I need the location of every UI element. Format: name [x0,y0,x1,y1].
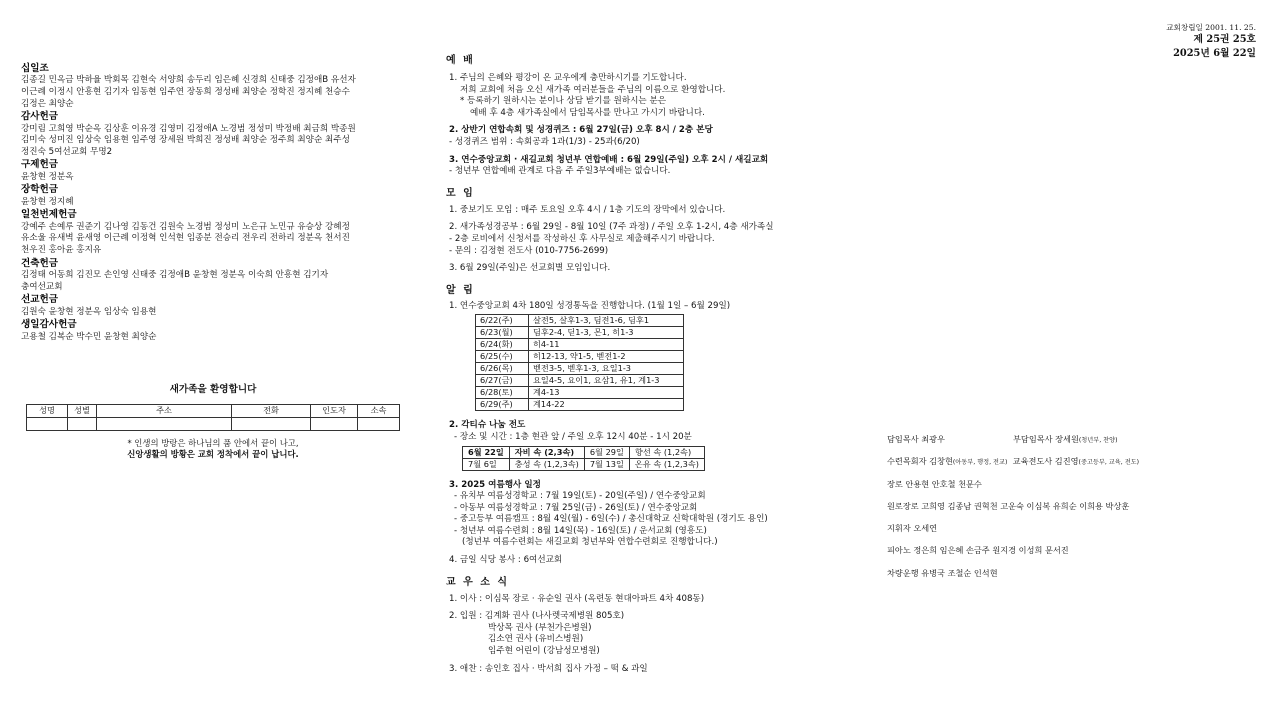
evangelist-note: (중고등부, 교육, 전도) [1078,459,1140,467]
offering-title: 십일조 [21,63,49,74]
offering-names: 충여선교회 [21,281,63,292]
quote-line: 신앙생활의 방황은 교회 정착에서 끝이 납니다. [127,449,299,460]
form-header-address: 주소 [97,404,232,417]
reading-date: 6/26(목) [476,363,529,375]
table-row [463,446,705,458]
section-heading-members: 교 우 소 식 [446,576,510,588]
member-news-item: 1. 이사 : 이심목 장로 · 유순일 권사 (옥련동 현대아파트 4차 408동) [449,593,705,604]
staff-row [887,456,1267,478]
reading-date: 6/24(화) [476,339,529,351]
offering-names: 윤창현 정지혜 [21,196,74,207]
table-row [476,339,684,351]
offering-names: 김원숙 윤창현 정분옥 임상숙 임용현 [21,306,157,317]
offering-names: 정진숙 5여선교회 무명2 [21,146,113,157]
worship-item: 2. 상반기 연합속회 및 성경퀴즈 : 6월 27일(금) 오후 8시 / 2층 본당 [449,125,713,136]
form-header-phone: 전화 [232,404,311,417]
member-news-detail: 박상목 권사 (부천가은병원) [488,622,592,633]
meeting-detail: - 2층 로비에서 신청서를 작성하신 후 사무실로 제출해주시기 바랍니다. [449,233,715,244]
offering-names: 윤창현 정분옥 [21,171,74,182]
offering-title: 건축헌금 [21,257,59,269]
meeting-item: 2. 새가족성경공부 : 6월 29일 - 8월 10일 (7주 과정) / 주일 오후 1-2시, 4층 새가족실 [449,222,774,233]
notice-detail: - 아동부 여름성경학교 : 7월 25일(금) - 26일(토) / 연수중앙교회 [454,502,698,513]
reading-date: 6/22(주) [476,315,529,327]
reading-passage: 히12-13, 약1-5, 벧전1-2 [529,351,684,363]
member-news-item: 2. 입원 : 김계화 권사 (나사렛국제병원 805호) [449,611,625,622]
staff-list [887,434,1267,590]
notice-item: 4. 금일 식당 봉사 : 6여선교회 [449,555,563,566]
staff-row: 피아노 정은희 임은혜 손금주 원지경 이성희 문서진 [887,545,1069,556]
assoc-pastor: 부담임목사 장세원 [1013,434,1079,444]
schedule-group: 온유 속 (1,2,3속) [629,458,704,470]
section-heading-notice: 알 림 [446,284,475,296]
notice-detail: - 장소 및 시간 : 1층 현관 앞 / 주일 오후 12시 40분 - 1시 20분 [454,431,692,442]
notice-item: 1. 연수중앙교회 4차 180일 성경통독을 진행합니다. (1월 1일 – 6월 29일) [449,300,731,311]
offering-names: 김정태 어동희 김진모 손인영 신태중 김정애B 윤창현 정분옥 이숙희 안흥현 김기자 [21,269,329,280]
offering-names: 강예주 손예루 권준기 김나영 김동건 김원숙 노경범 정성미 노은규 노민규 유승상 강혜정 [21,221,350,232]
evangelist: 교육전도사 김진영 [1012,456,1079,467]
table-row [476,327,684,339]
tissue-schedule-table [462,446,705,471]
meeting-item: 1. 중보기도 모임 : 매주 토요일 오후 4시 / 1층 기도의 장막에서 있습니다. [449,204,726,215]
offering-names: 천우진 홍아윤 홍지유 [21,244,102,255]
form-header-guide: 인도자 [311,404,358,417]
worship-detail: 저희 교회에 처음 오신 새가족 여러분들을 주님의 이름으로 환영합니다. [460,84,726,95]
worship-detail: * 등록하기 원하시는 분이나 상담 받기를 원하시는 분은 [460,96,667,107]
new-family-section [26,384,400,461]
table-row [476,399,684,411]
form-header-group: 소속 [358,404,400,417]
table-row [476,387,684,399]
notice-item: 2. 각티슈 나눔 전도 [449,420,526,431]
bulletin-header [1166,22,1256,61]
section-heading-worship: 예 배 [446,55,475,66]
offering-names: 이근례 이정시 안흥현 김기자 임동현 임주연 장동희 정성배 최양순 정학진 정지혜 천승수 [21,87,350,97]
form-header-gender: 성별 [68,404,97,417]
meeting-item: 3. 6월 29일(주일)은 선교회별 모임입니다. [449,263,611,274]
schedule-group: 향선 속 (1,2속) [629,446,704,458]
staff-row: 차량운행 유병국 조철순 인석현 [887,567,998,578]
meeting-detail: - 문의 : 김정현 전도사 (010-7756-2699) [449,245,609,256]
offering-names: 김미숙 성미진 임상숙 임용현 임주영 장세원 박희진 정성배 최양순 정주희 최양순 최주성 [21,135,350,146]
table-row [476,315,684,327]
worship-detail: - 청년부 연합예배 관계로 다음 주 주일3부예배는 없습니다. [449,166,671,177]
reading-passage: 딤후2-4, 딛1-3, 몬1, 히1-3 [529,327,684,339]
volume-number: 제 25권 25호 [1193,34,1256,45]
offering-title: 감사헌금 [21,111,59,123]
offering-names: 김정은 최양순 [21,98,74,109]
member-news-detail: 임주현 어린이 (강남성모병원) [488,646,600,657]
reading-passage: 살전5, 살후1-3, 딤전1-6, 딤후1 [529,315,684,327]
worship-detail: 예배 후 4층 새가족실에서 담임목사를 만나고 가시기 바랍니다. [470,107,705,118]
offering-title: 구제헌금 [21,159,59,171]
reading-passage: 벧전3-5, 벧후1-3, 요일1-3 [529,363,684,375]
offerings-list [21,62,421,343]
staff-row: 원로장로 고희영 김종남 권혁천 고운숙 이심복 유희순 이희용 박상훈 [887,500,1130,511]
offering-names: 유소울 유새벽 윤새영 이근례 이정혁 인석현 임종분 전승리 전우리 전하리 정분옥 천서진 [21,233,350,244]
staff-row: 지휘자 오세연 [887,523,938,534]
worship-detail: - 성경퀴즈 범위 : 속회공과 1과(1/3) - 25과(6/20) [449,136,640,147]
reading-date: 6/29(주) [476,399,529,411]
table-row [476,375,684,387]
member-news-detail: 김소연 권사 (유비스병원) [488,634,584,645]
staff-row: 장로 안용현 안호철 천문수 [887,478,982,489]
table-row [476,363,684,375]
schedule-date: 7월 13일 [584,458,629,470]
notice-detail: (청년부 여름수련회는 새길교회 청년부와 연합수련회로 진행합니다.) [462,537,718,548]
form-cell[interactable] [68,417,97,430]
table-row [463,458,705,470]
bible-reading-table [475,314,684,411]
reading-date: 6/28(토) [476,387,529,399]
new-family-title: 새가족을 환영합니다 [169,384,257,395]
reading-passage: 계4-13 [529,387,684,399]
form-cell[interactable] [97,417,232,430]
schedule-group: 충성 속 (1,2,3속) [509,458,584,470]
schedule-date: 7월 6일 [463,458,510,470]
offering-title: 생일감사헌금 [21,319,77,331]
assoc-pastor-note: (청년부, 찬양) [1078,437,1118,444]
senior-pastor: 담임목사 최광우 [887,434,945,444]
reading-passage: 계14-22 [529,399,684,411]
schedule-date: 6월 22일 [463,446,510,458]
missionary-note: (아동부, 행정, 전교) [952,459,1008,467]
announcements [446,54,866,675]
schedule-group: 자비 속 (2,3속) [509,446,584,458]
bulletin-date: 2025년 6월 22일 [1173,48,1256,59]
form-cell[interactable] [232,417,311,430]
notice-item: 3. 2025 여름행사 일정 [449,479,541,490]
form-cell[interactable] [311,417,358,430]
table-row [476,351,684,363]
worship-item: 1. 주님의 은혜와 평강이 온 교우에게 충만하시기를 기도합니다. [449,73,687,83]
offering-title: 장학헌금 [21,184,59,196]
notice-detail: - 청년부 여름수련회 : 8월 14일(목) - 16일(토) / 운서교회 (영흥도) [454,525,707,536]
offering-title: 일천번제헌금 [21,209,77,221]
offering-names: 김종길 민옥금 박하율 박회목 김현숙 서양희 송두리 임은혜 신경희 신태중 김정애B 유선자 [21,75,356,86]
reading-date: 6/27(금) [476,375,529,387]
offering-names: 고용철 김복순 박수민 윤창현 최양순 [21,331,157,342]
form-header-name: 성명 [27,404,68,417]
staff-row [887,434,1267,456]
section-heading-meeting: 모 임 [446,187,475,199]
schedule-date: 6월 29일 [584,446,629,458]
new-family-form [26,404,400,431]
quote-line: * 인생의 방랑은 하나님의 품 안에서 끝이 나고, [127,437,299,448]
notice-detail: - 중고등부 여름캠프 : 8월 4일(월) - 6일(수) / 총신대학교 신학대학원 (경기도 용인) [454,514,768,525]
form-cell[interactable] [27,417,68,430]
offering-names: 강미림 고희영 박순옥 김상훈 이유경 김영미 김정애A 노경범 정성미 박정배 최금희 박종원 [21,123,356,134]
offering-title: 선교헌금 [21,294,59,306]
missionary: 수련목회자 김창현 [887,456,953,467]
reading-date: 6/23(월) [476,327,529,339]
established-date: 교회창립일 2001. 11. 25. [1166,23,1256,32]
member-news-item: 3. 애찬 : 송인호 집사 · 박서희 집사 가정 – 떡 & 과일 [449,663,648,674]
reading-passage: 요일4-5, 요이1, 요삼1, 유1, 계1-3 [529,375,684,387]
welcome-quote [26,438,400,461]
reading-passage: 히4-11 [529,339,684,351]
notice-detail: - 유치부 여름성경학교 : 7월 19일(토) - 20일(주일) / 연수중앙교회 [454,491,706,502]
reading-date: 6/25(수) [476,351,529,363]
worship-item: 3. 연수중앙교회 · 새길교회 청년부 연합예배 : 6월 29일(주일) 오후 2시 / 새길교회 [449,154,769,165]
form-cell[interactable] [358,417,400,430]
